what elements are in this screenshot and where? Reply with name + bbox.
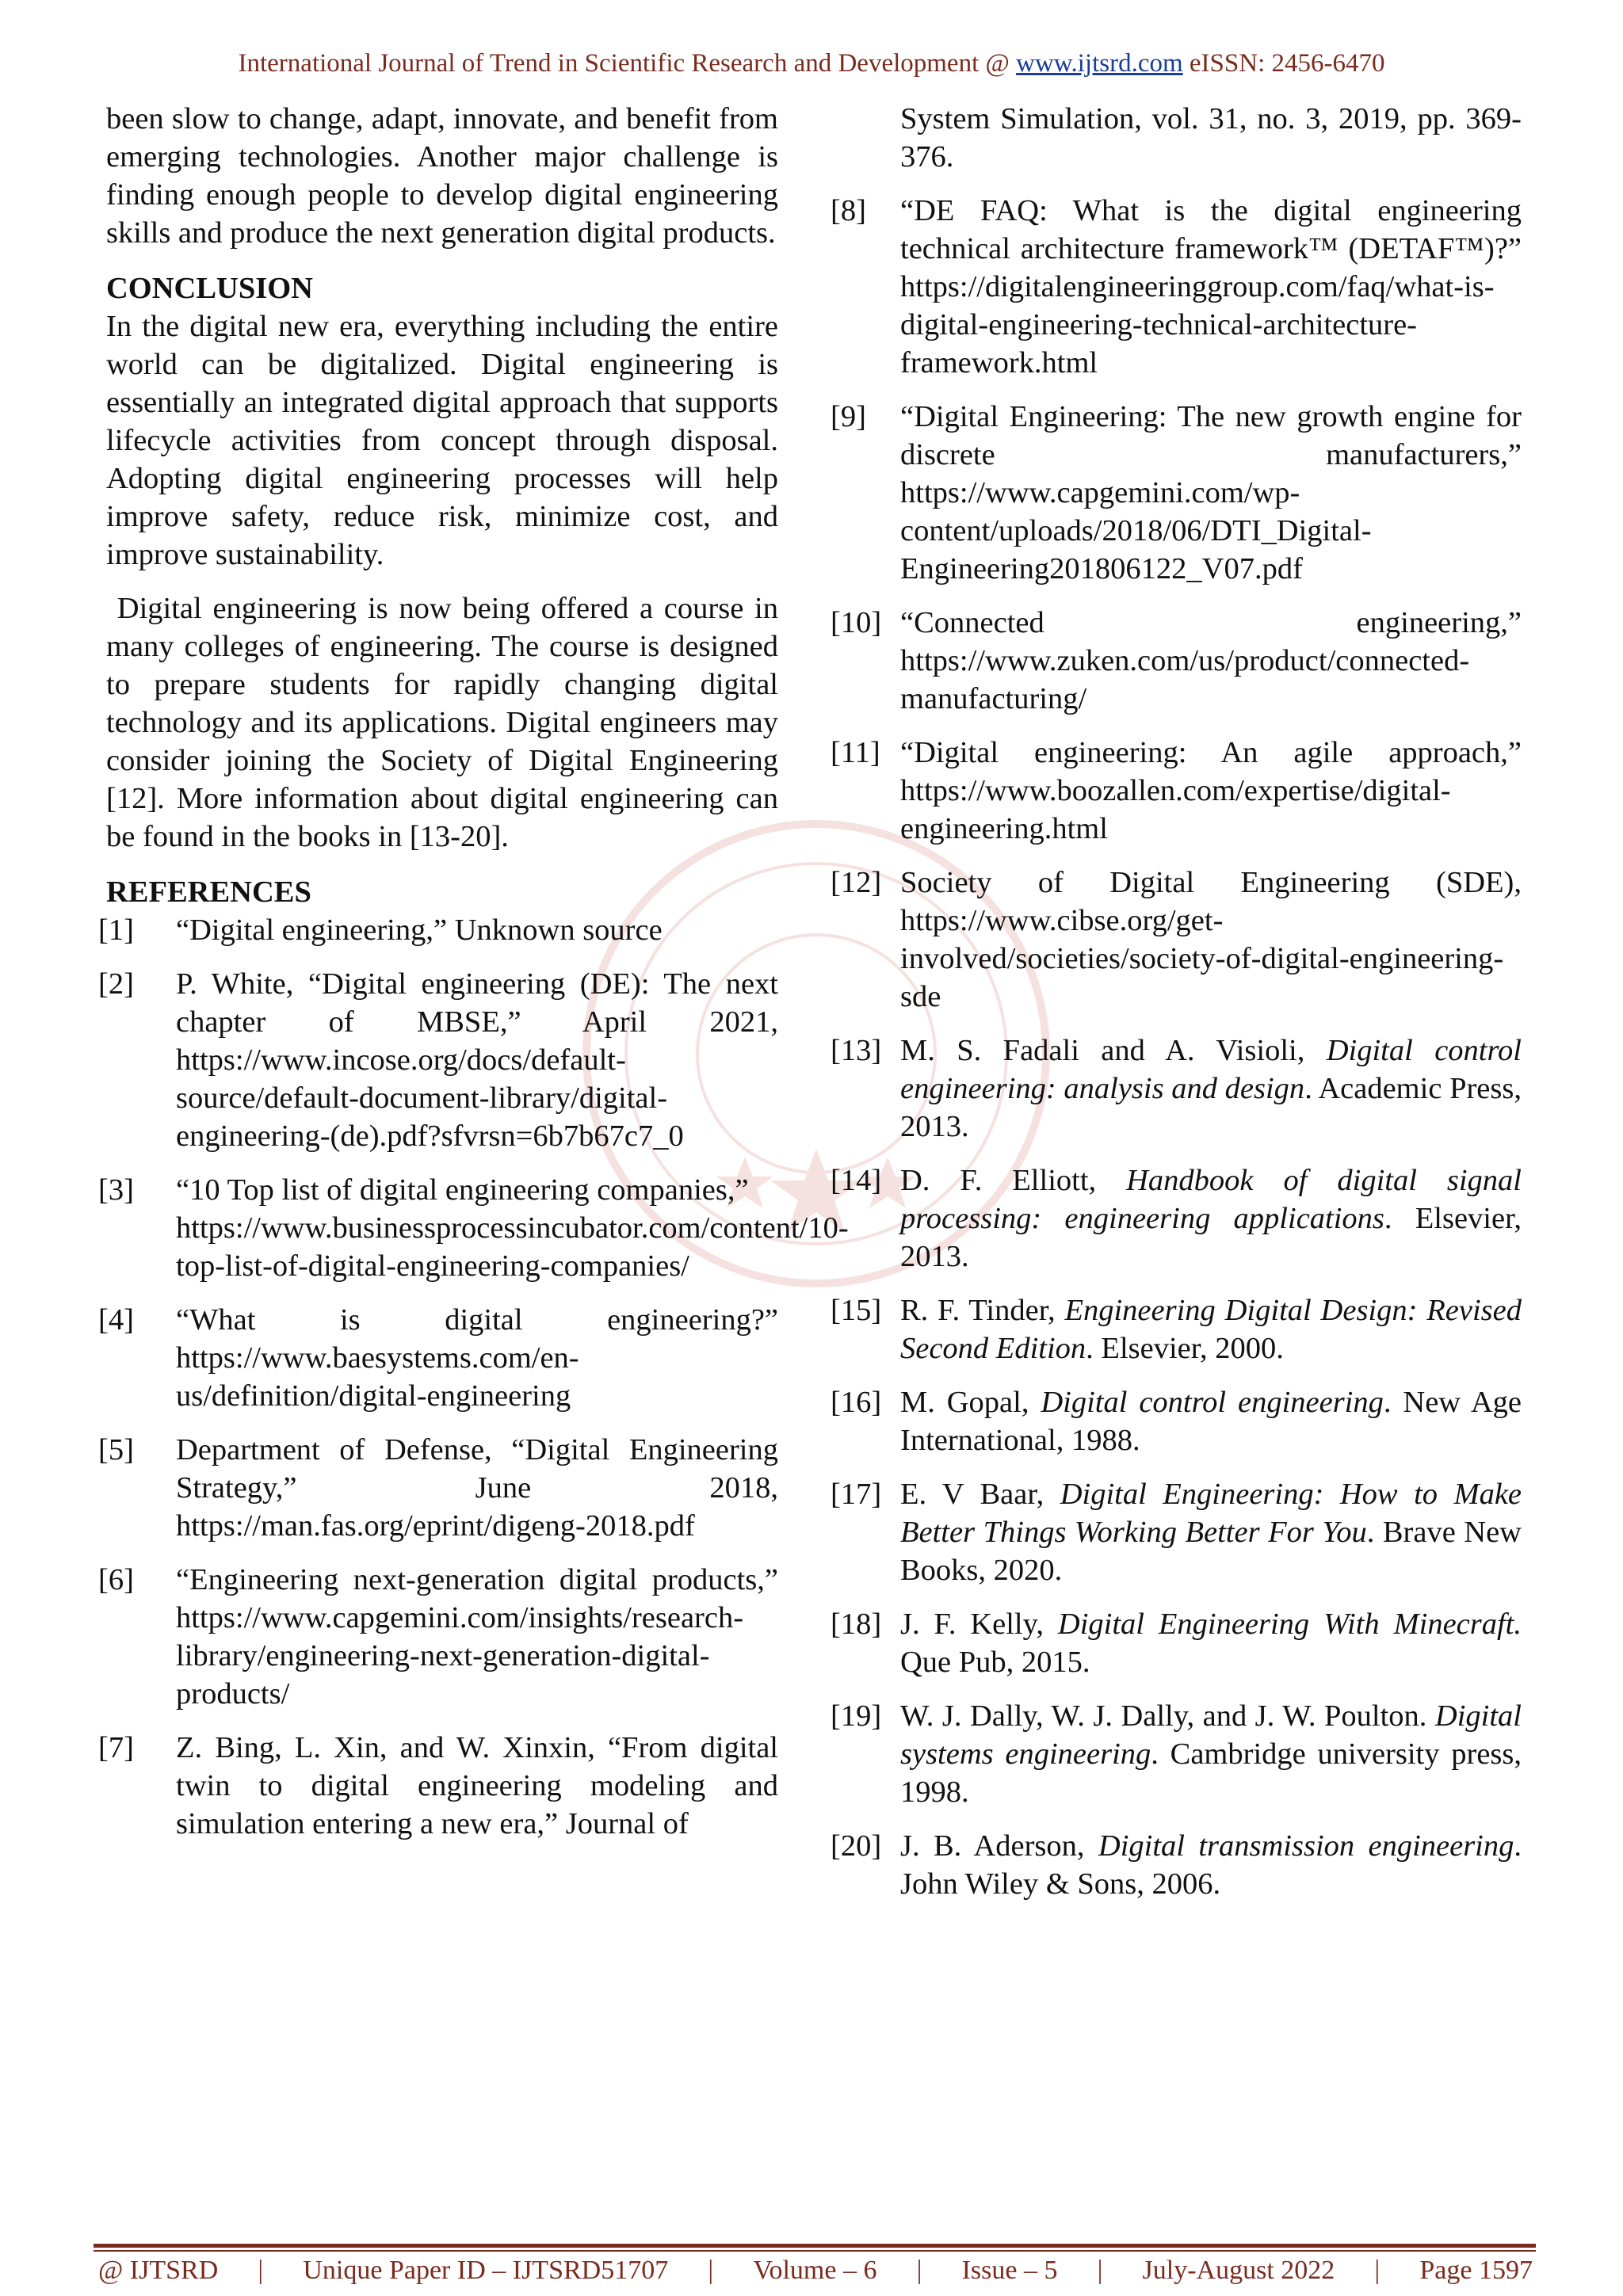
reference-authors: E. V Baar, [900, 1478, 1060, 1511]
reference-item [831, 864, 1522, 1016]
reference-text: System Simulation, vol. 31, no. 3, 2019, pp. 369-376. [900, 102, 1522, 174]
reference-number: [10] [831, 606, 882, 639]
reference-number: [7] [98, 1731, 134, 1764]
header-issn: eISSN: 2456-6470 [1182, 49, 1385, 78]
reference-number: [2] [98, 967, 134, 1001]
reference-title: Digital Engineering With Minecraft. [1057, 1608, 1522, 1641]
right-column [831, 100, 1522, 1919]
reference-publisher: . Academic Press, 2013. [900, 1072, 1522, 1143]
reference-item [98, 1561, 778, 1713]
reference-title: Digital control engineering [1041, 1386, 1384, 1419]
footer-separator: | [258, 2256, 264, 2285]
footer-rule-thin [94, 2250, 1536, 2252]
reference-number: [4] [98, 1303, 134, 1337]
reference-number: [20] [831, 1829, 882, 1863]
reference-number: [12] [831, 866, 882, 899]
reference-number: [11] [831, 736, 880, 769]
reference-text: “What is digital engineering?” https://www.baesystems.com/en-us/definition/digital-engineering [176, 1303, 778, 1413]
running-header [0, 49, 1623, 78]
reference-item [831, 1291, 1522, 1367]
reference-publisher: . Elsevier, 2000. [1086, 1332, 1284, 1365]
reference-item [831, 1697, 1522, 1811]
reference-number: [9] [831, 400, 866, 433]
reference-authors: M. Gopal, [900, 1386, 1041, 1419]
reference-number: [13] [831, 1034, 882, 1067]
footer-page-number: Page 1597 [1419, 2256, 1533, 2285]
reference-number: [17] [831, 1478, 882, 1511]
footer-separator: | [708, 2256, 714, 2285]
reference-number: [15] [831, 1294, 882, 1327]
reference-number: [1] [98, 913, 134, 947]
reference-authors: J. F. Kelly, [900, 1608, 1058, 1641]
reference-item [831, 192, 1522, 382]
footer-separator: | [916, 2256, 922, 2285]
reference-publisher: Que Pub, 2015. [900, 1646, 1090, 1679]
reference-number: [19] [831, 1699, 882, 1733]
reference-number: [18] [831, 1608, 882, 1641]
reference-item [831, 1383, 1522, 1459]
footer-journal: @ IJTSRD [98, 2256, 219, 2285]
footer-date: July-August 2022 [1142, 2256, 1335, 2285]
reference-item [98, 1729, 778, 1843]
reference-title: Digital Engineering: How to Make Better Things Working Better For You [900, 1478, 1522, 1549]
footer-issue: Issue – 5 [961, 2256, 1058, 2285]
reference-text: Society of Digital Engineering (SDE), https://www.cibse.org/get-involved/societies/society-of-digital-engineering-sde [900, 866, 1522, 1013]
conclusion-paragraph-1: In the digital new era, everything including the entire world can be digitalized. Digital engineering is essentially an integrated digital approach that supports lifecycle activities from concept through disposal. Adopting digital engineering processes will help improve safety, reduce risk, minimize cost, and improve sustainability. [106, 310, 778, 571]
reference-number: [8] [831, 194, 866, 227]
reference-authors: D. F. Elliott, [900, 1164, 1127, 1197]
reference-item [98, 911, 778, 949]
reference-title: Digital transmission engineering [1098, 1829, 1514, 1863]
reference-item [98, 1431, 778, 1545]
section-heading-references: REFERENCES [106, 875, 311, 909]
reference-authors: W. J. Dally, W. J. Dally, and J. W. Poulton. [900, 1699, 1435, 1733]
reference-item [831, 734, 1522, 848]
reference-text: “10 Top list of digital engineering companies,” https://www.businessprocessincubator.com/content/10-top-list-of-digital-engineering-companies/ [176, 1173, 849, 1283]
reference-item [831, 398, 1522, 588]
reference-text: Department of Defense, “Digital Engineering Strategy,” June 2018, https://man.fas.org/eprint/digeng-2018.pdf [176, 1433, 778, 1543]
reference-authors: M. S. Fadali and A. Visioli, [900, 1034, 1327, 1067]
reference-number: [6] [98, 1563, 134, 1596]
section-heading-conclusion: CONCLUSION [106, 272, 313, 305]
left-column [98, 100, 849, 1859]
footer-paper-id: Unique Paper ID – IJTSRD51707 [303, 2256, 669, 2285]
conclusion-paragraph-2: Digital engineering is now being offered a course in many colleges of engineering. The course is designed to prepare students for rapidly changing digital technology and its applications. Digital engineers may consider joining the Society of Digital Engineering [12]. More information about digital engineering can be found in the books in [13-20]. [106, 592, 778, 853]
reference-publisher: . Cambridge university press, 1998. [900, 1737, 1522, 1809]
reference-text: “Digital Engineering: The new growth engine for discrete manufacturers,” https://www.capgemini.com/wp-content/uploads/2018/06/DTI_Digital-Engineering201806122_V07.pdf [900, 400, 1522, 585]
header-journal-name: International Journal of Trend in Scientific Research and Development @ [238, 49, 1017, 78]
reference-text: “Engineering next-generation digital products,” https://www.capgemini.com/insights/research-library/engineering-next-generation-digital-products/ [176, 1563, 778, 1711]
reference-item [98, 1171, 849, 1285]
reference-item [831, 1161, 1522, 1276]
reference-authors: R. F. Tinder, [900, 1294, 1065, 1327]
reference-text: “Digital engineering: An agile approach,” https://www.boozallen.com/expertise/digital-engineering.html [900, 736, 1522, 845]
reference-text: “Connected engineering,” https://www.zuken.com/us/product/connected-manufacturing/ [900, 606, 1522, 715]
reference-title: Engineering Digital Design: Revised Second Edition [900, 1294, 1522, 1365]
reference-item [831, 604, 1522, 718]
reference-text: “Digital engineering,” Unknown source [176, 913, 663, 947]
reference-title: Digital control engineering: analysis and design [900, 1034, 1522, 1105]
footer-rule-thick [94, 2244, 1536, 2248]
reference-text: “DE FAQ: What is the digital engineering technical architecture framework™ (DETAF™)?” https://digitalengineeringgroup.com/faq/what-is-digital-engineering-technical-architecture-framework.html [900, 194, 1522, 379]
reference-item-continued [831, 100, 1522, 176]
reference-authors: J. B. Aderson, [900, 1829, 1098, 1863]
footer-separator: | [1097, 2256, 1103, 2285]
reference-item [98, 1301, 778, 1415]
reference-title: Digital systems engineering [900, 1699, 1522, 1771]
reference-text: P. White, “Digital engineering (DE): The next chapter of MBSE,” April 2021, https://www.incose.org/docs/default-source/default-document-library/digital-engineering-(de).pdf?sfvrsn=6b7b67c7_0 [176, 967, 778, 1153]
footer-volume: Volume – 6 [753, 2256, 877, 2285]
reference-number: [16] [831, 1386, 882, 1419]
reference-title: Handbook of digital signal processing: engineering applications [900, 1164, 1522, 1235]
page-footer [98, 2256, 1533, 2286]
journal-website-link[interactable]: www.ijtsrd.com [1016, 49, 1183, 78]
reference-text: Z. Bing, L. Xin, and W. Xinxin, “From digital twin to digital engineering modeling and simulation entering a new era,” Journal of [176, 1731, 778, 1840]
body-paragraph-continued: been slow to change, adapt, innovate, and benefit from emerging technologies. Another major challenge is finding enough people to develop digital engineering skills and produce the next generation digital products. [106, 102, 778, 250]
reference-item [98, 965, 778, 1155]
reference-publisher: . Elsevier, 2013. [900, 1202, 1522, 1273]
reference-number: [5] [98, 1433, 134, 1466]
reference-item [831, 1827, 1522, 1903]
reference-publisher: . New Age International, 1988. [900, 1386, 1522, 1457]
reference-publisher: . John Wiley & Sons, 2006. [900, 1829, 1522, 1901]
reference-item [831, 1605, 1522, 1681]
reference-item [831, 1032, 1522, 1146]
reference-number: [14] [831, 1164, 882, 1197]
footer-separator: | [1374, 2256, 1381, 2285]
reference-publisher: . Brave New Books, 2020. [900, 1516, 1522, 1587]
reference-item [831, 1475, 1522, 1589]
reference-number: [3] [98, 1173, 134, 1207]
